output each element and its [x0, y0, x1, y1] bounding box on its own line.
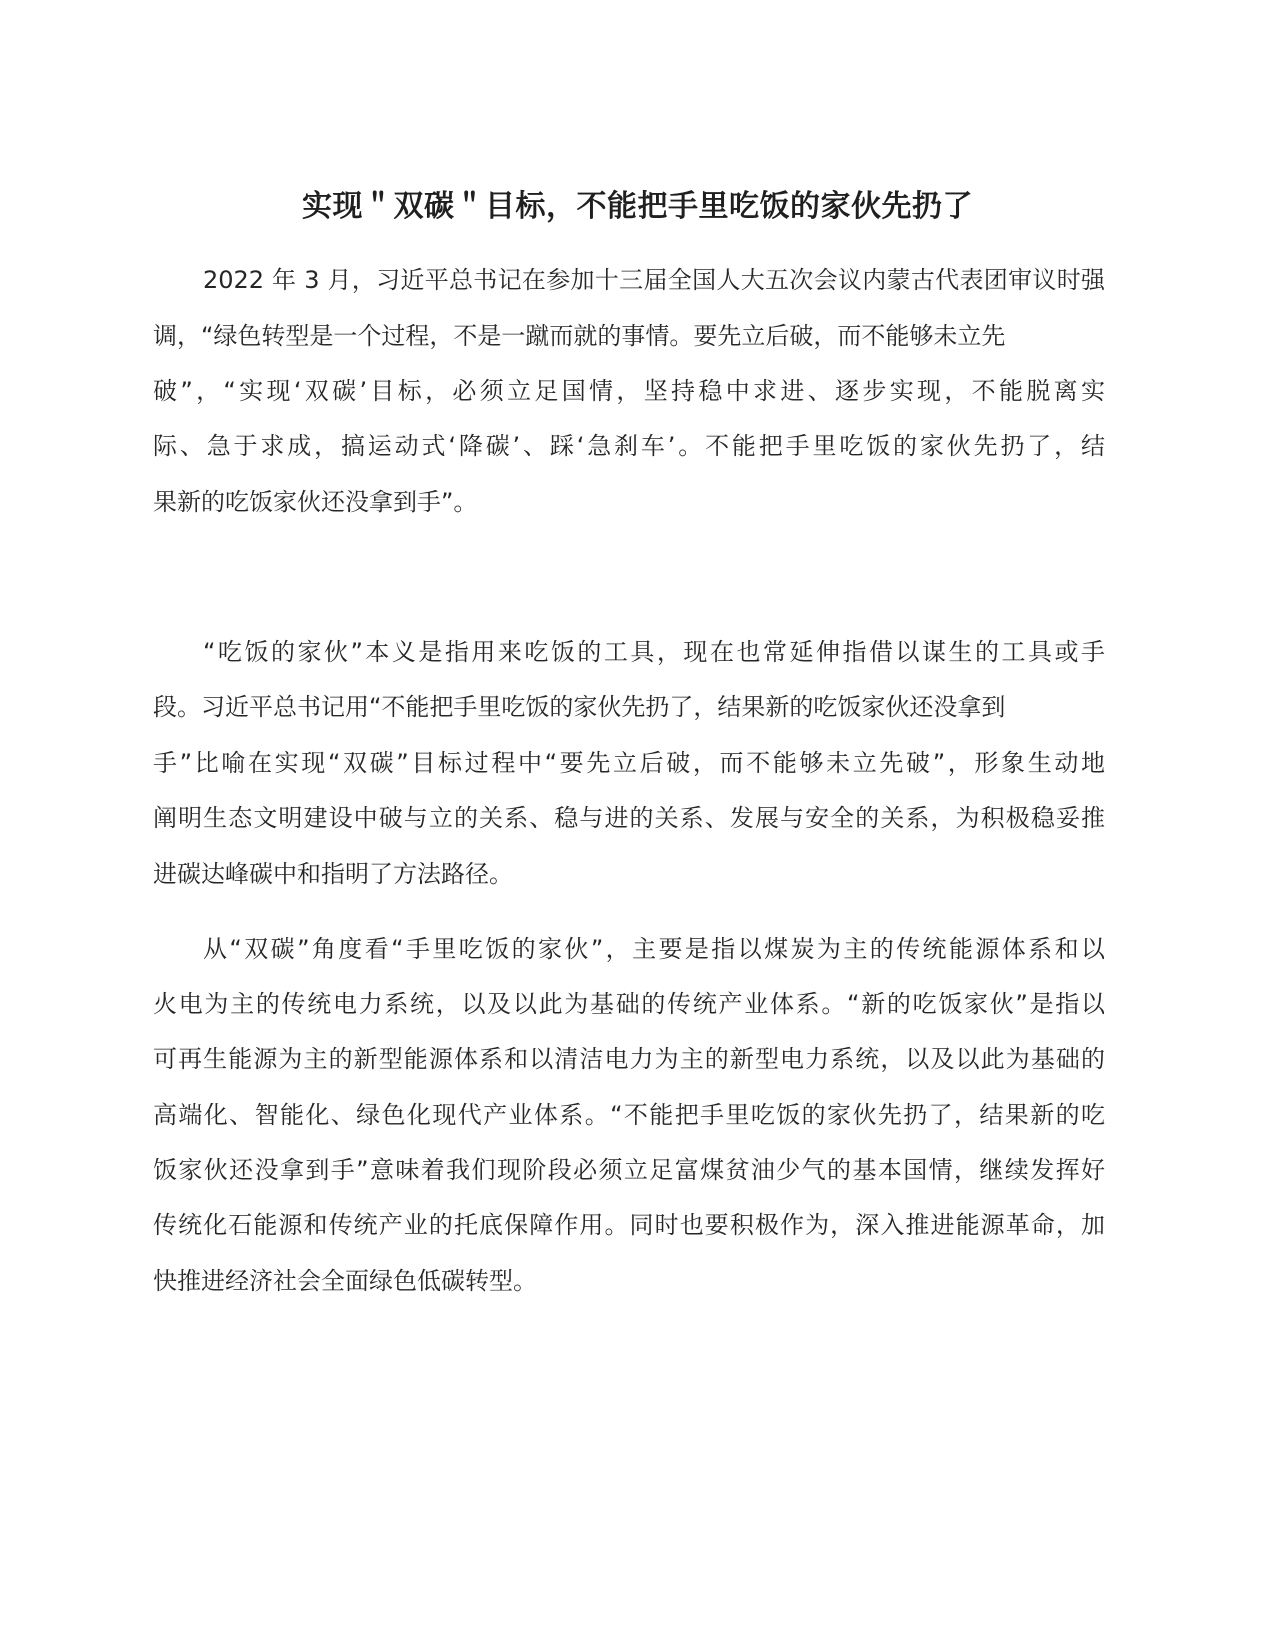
- page-title: 实现＂双碳＂目标，不能把手里吃饭的家伙先扔了: [302, 189, 973, 224]
- paragraph-1-line-5: 果新的吃饭家伙还没拿到手”。: [153, 488, 478, 516]
- paragraph-2-line-1: “吃饭的家伙”本义是指用来吃饭的工具，现在也常延伸指借以谋生的工具或手: [203, 638, 1105, 666]
- paragraph-2-line-2: 段。习近平总书记用“不能把手里吃饭的家伙先扔了，结果新的吃饭家伙还没拿到: [153, 693, 1006, 721]
- paragraph-1-line-2: 调，“绿色转型是一个过程，不是一蹴而就的事情。要先立后破，而不能够未立先: [153, 322, 1006, 350]
- paragraph-1-line-1: 2022 年 3 月，习近平总书记在参加十三届全国人大五次会议内蒙古代表团审议时强: [203, 266, 1105, 294]
- paragraph-3-line-1: 从“双碳”角度看“手里吃饭的家伙”，主要是指以煤炭为主的传统能源体系和以: [203, 935, 1105, 963]
- paragraph-3-line-4: 高端化、智能化、绿色化现代产业体系。“不能把手里吃饭的家伙先扔了，结果新的吃: [153, 1101, 1105, 1129]
- paragraph-2-line-3: 手”比喻在实现“双碳”目标过程中“要先立后破，而不能够未立先破”，形象生动地: [153, 749, 1105, 777]
- paragraph-3-line-5: 饭家伙还没拿到手”意味着我们现阶段必须立足富煤贫油少气的基本国情，继续发挥好: [153, 1156, 1105, 1184]
- paragraph-2-line-4: 阐明生态文明建设中破与立的关系、稳与进的关系、发展与安全的关系，为积极稳妥推: [153, 804, 1105, 832]
- paragraph-1-line-3: 破”，“实现‘双碳’目标，必须立足国情，坚持稳中求进、逐步实现，不能脱离实: [153, 377, 1105, 405]
- paragraph-3-line-6: 传统化石能源和传统产业的托底保障作用。同时也要积极作为，深入推进能源革命，加: [153, 1211, 1105, 1239]
- paragraph-3-line-7: 快推进经济社会全面绿色低碳转型。: [153, 1267, 537, 1295]
- paragraph-3-line-3: 可再生能源为主的新型能源体系和以清洁电力为主的新型电力系统，以及以此为基础的: [153, 1045, 1105, 1073]
- paragraph-1-line-4: 际、急于求成，搞运动式‘降碳’、踩‘急刹车’。不能把手里吃饭的家伙先扔了，结: [153, 432, 1105, 460]
- paragraph-2-line-5: 进碳达峰碳中和指明了方法路径。: [153, 860, 513, 888]
- paragraph-3-line-2: 火电为主的传统电力系统，以及以此为基础的传统产业体系。“新的吃饭家伙”是指以: [153, 990, 1105, 1018]
